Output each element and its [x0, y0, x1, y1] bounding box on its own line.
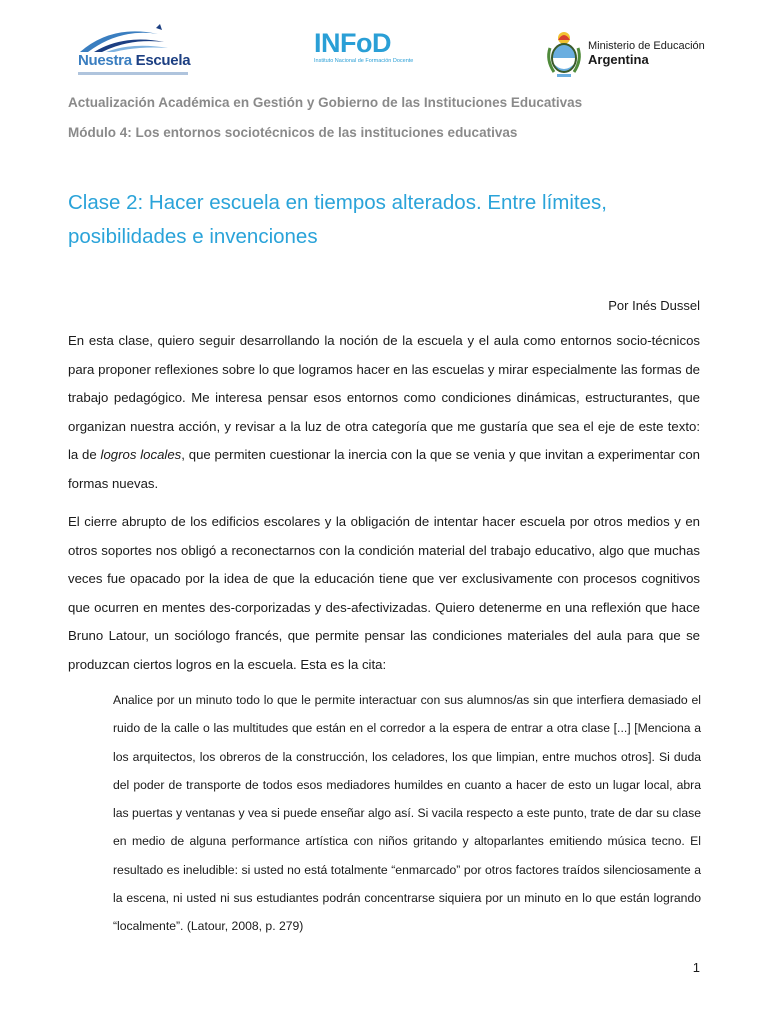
paragraph-2: El cierre abrupto de los edificios escolares y la obligación de intentar hacer escuela por otros medios y en otros soportes nos obligó a reconectarnos con la condición material del trabajo educativo, algo que muchas veces fue opacado por la idea de que la educación tiene que ver exclusivamente con procesos cognitivos que ocurren en mentes des-corporizadas y des-afectivizadas. Quiero detenerme en una reflexión que hace Bruno Latour, un sociólogo francés, que permite pensar las condiciones materiales del aula para que se produzcan ciertos logros en la escuela. Esta es la cita:	[68, 514, 700, 672]
ministerio-text	[588, 40, 705, 67]
nuestra-escuela-tagline	[78, 72, 188, 75]
module-title: Módulo 4: Los entornos sociotécnicos de las instituciones educativas	[68, 125, 518, 140]
class-title: Clase 2: Hacer escuela en tiempos alterados. Entre límites, posibilidades e invenciones	[68, 191, 607, 248]
nuestra-escuela-logo	[72, 22, 202, 82]
logo-bar	[0, 20, 768, 84]
course-title: Actualización Académica en Gestión y Gobierno de las Instituciones Educativas	[68, 95, 583, 110]
page-number: 1	[692, 960, 700, 975]
infod-logo	[314, 28, 434, 84]
infod-name: INFoD	[314, 28, 391, 58]
nuestra-escuela-name: Nuestra Escuela	[78, 52, 191, 69]
paragraph-1: En esta clase, quiero seguir desarrollando la noción de la escuela y el aula como entornos socio-técnicos para proponer reflexiones sobre lo que logramos hacer en las escuelas y mirar especialmente las formas de trabajo pedagógico. Me interesa pensar esos entornos como condiciones dinámicas, estructurantes, que organizan nuestra acción, y revisar a la luz de otra categoría que me gustaría que sea el eje de este texto: la de logros locales, que permiten cuestionar la inercia con la que se venia y que invitan a experimentar con formas nuevas.	[68, 333, 701, 491]
infod-subtitle: Instituto Nacional de Formación Docente	[314, 58, 414, 64]
ministerio-line2: Argentina	[588, 52, 649, 67]
coat-of-arms-icon	[544, 28, 584, 82]
nuestra-escuela-swoosh-icon	[72, 22, 172, 56]
ministerio-logo	[544, 28, 704, 84]
author-byline: Por Inés Dussel	[608, 298, 700, 313]
ministerio-line1: Ministerio de Educación	[588, 40, 705, 52]
italic-term: logros locales	[100, 447, 182, 463]
block-quote: Analice por un minuto todo lo que le permite interactuar con sus alumnos/as sin que interfiera demasiado el ruido de la calle o las multitudes que están en el corredor a la espera de entrar a otra clase [...] [Menciona a los arquitectos, los obreros de la construcción, los celadores, los que limpian, entre muchos otros]. Si duda del poder de transporte de todos esos mediadores humildes en cuanto a hacer de esto un lugar local, abra las puertas y ventanas y vea si puede enseñar algo así. Si vacila respecto a este punto, trate de dar su clase en medio de alguna performance artística con niños gritando y altoparlantes emitiendo música tecno. El resultado es ineludible: si usted no está totalmente “enmarcado” por otros factores traídos silenciosamente a la escena, ni usted ni sus estudiantes podrán concentrarse siquiera por un minuto en lo que están logrando “localmente”. (Latour, 2008, p. 279)	[113, 693, 701, 934]
